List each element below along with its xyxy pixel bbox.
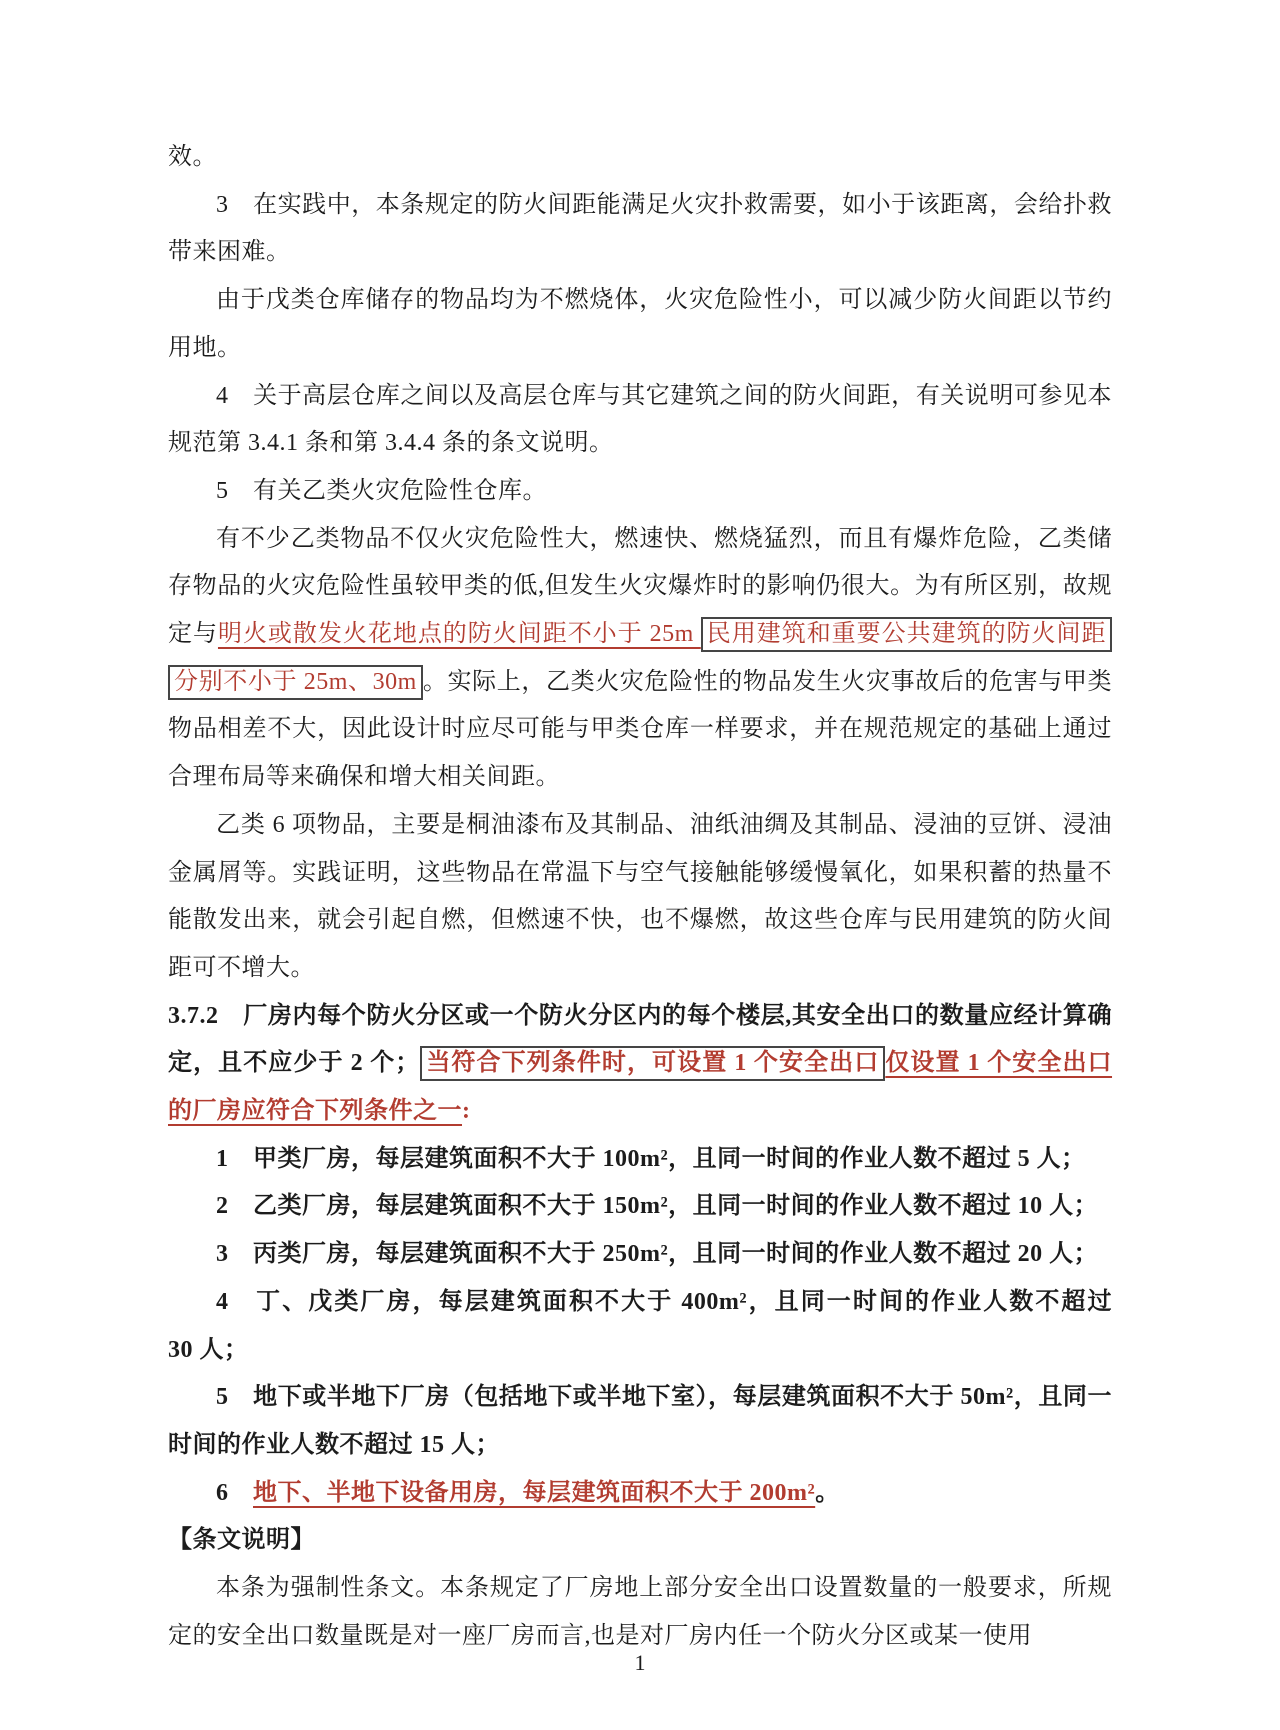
revision-boxed-text: 当符合下列条件时，可设置 1 个安全出口 xyxy=(420,1046,886,1081)
document-body xyxy=(168,134,1112,1661)
page-number: 1 xyxy=(634,1650,646,1675)
paragraph-yi-class6-items: 乙类 6 项物品，主要是桐油漆布及其制品、油纸油绸及其制品、浸油的豆饼、浸油金属屑等。实践证明，这些物品在常温下与空气接触能够缓慢氧化，如果积蓄的热量不能散发出来，就会引起自燃，但燃速不快，也不爆燃，故这些仓库与民用建筑的防火间距可不增大。 xyxy=(168,811,1112,981)
clause-item-5: 5 地下或半地下厂房（包括地下或半地下室），每层建筑面积不大于 50m²，且同一时间的作业人数不超过 15 人； xyxy=(168,1384,1112,1458)
paragraph-note-4: 4 关于高层仓库之间以及高层仓库与其它建筑之间的防火间距，有关说明可参见本规范第 3.4.1 条和第 3.4.4 条的条文说明。 xyxy=(168,382,1112,457)
revision-boxed-text: 民用建筑和重要公共建筑的防火间距分别不小于 25m、30m xyxy=(168,617,1112,700)
paragraph-explanation: 本条为强制性条文。本条规定了厂房地上部分安全出口设置数量的一般要求，所规定的安全出口数量既是对一座厂房而言,也是对厂房内任一个防火分区或某一使用 xyxy=(168,1575,1112,1649)
text-segment: 有不少乙类物品不仅火灾危险性大，燃速快、燃烧猛烈，而且有爆炸危险，乙类储存物品的火灾危险性虽较甲类的低,但发生火灾爆炸时的影响仍很大。为有所区别，故规定与 xyxy=(168,525,1112,648)
clause-item-3: 3 丙类厂房，每层建筑面积不大于 250m²，且同一时间的作业人数不超过 20 人； xyxy=(216,1241,1099,1268)
clause-item-1: 1 甲类厂房，每层建筑面积不大于 100m²，且同一时间的作业人数不超过 5 人； xyxy=(216,1145,1086,1172)
revision-underlined-text: 仅设置 1 个安全出口的厂房应符合下列条件之一 xyxy=(168,1050,1113,1125)
clause-item-6 xyxy=(168,1470,1112,1518)
clause-item-2: 2 乙类厂房，每层建筑面积不大于 150m²，且同一时间的作业人数不超过 10 人； xyxy=(216,1193,1099,1220)
text-segment: 30 人； xyxy=(168,1336,249,1363)
clause-colon: : xyxy=(462,1098,471,1125)
paragraph-yi-hazard xyxy=(168,516,1112,802)
revision-underlined-text: 明火或散发火花地点的防火间距不小于 25m xyxy=(217,621,701,648)
clause-lead-text: 3.7.2 厂房内每个防火分区或一个防火分区内的每个楼层,其安全出口的数量应经计算确定，且不应少于 2 个； xyxy=(168,1002,1112,1077)
paragraph-continuation: 效。 xyxy=(168,144,217,170)
paragraph-note-5: 5 有关乙类火灾危险性仓库。 xyxy=(216,477,547,504)
clause-item-4 xyxy=(168,1279,1112,1374)
revision-underlined-text: 地下、半地下设备用房，每层建筑面积不大于 200m² xyxy=(253,1479,816,1506)
text-segment: 。 xyxy=(815,1479,840,1506)
item-number: 6 xyxy=(216,1479,253,1506)
paragraph-note-3: 3 在实践中，本条规定的防火间距能满足火灾扑救需要，如小于该距离，会给扑救带来困难。 xyxy=(168,191,1112,266)
explanation-heading: 【条文说明】 xyxy=(168,1527,315,1554)
text-segment: 。实际上，乙类火灾危险性的物品发生火灾事故后的危害与甲类物品相差不大，因此设计时应尽可能与甲类仓库一样要求，并在规范规定的基础上通过合理布局等来确保和增大相关间距。 xyxy=(168,668,1112,791)
text-segment: 4 丁、戊类厂房，每层建筑面积不大于 400m²，且同一时间的作业人数不超过 xyxy=(216,1288,1112,1315)
paragraph-wu-warehouse: 由于戊类仓库储存的物品均为不燃烧体，火灾危险性小，可以减少防火间距以节约用地。 xyxy=(168,287,1112,361)
clause-3-7-2 xyxy=(168,993,1112,1136)
